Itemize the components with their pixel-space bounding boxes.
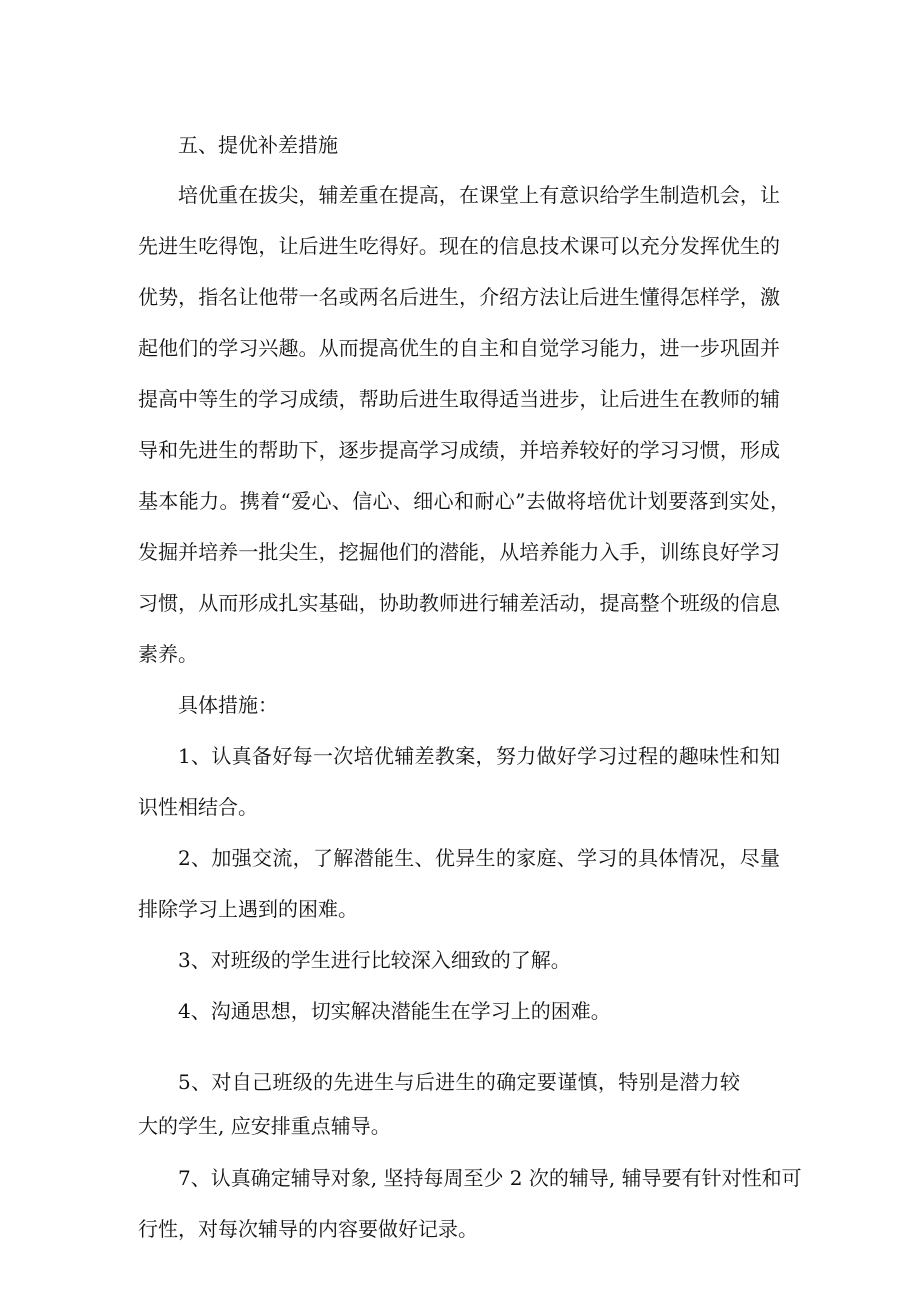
paragraph-line: 素养。: [138, 642, 198, 666]
measure-item-3: 3、对班级的学生进行比较深入细致的了解。: [178, 948, 571, 972]
measure-item-2: 2、加强交流，了解潜能生、优异生的家庭、学习的具体情况，尽量: [178, 846, 780, 870]
measure-item-7-cont: 行性，对每次辅导的内容要做好记录。: [138, 1217, 478, 1241]
measure-item-7: 7、认真确定辅导对象, 坚持每周至少 2 次的辅导, 辅导要有针对性和可: [178, 1166, 802, 1190]
measure-item-4: 4、沟通思想，切实解决潜能生在学习上的困难。: [178, 999, 611, 1023]
measure-item-1: 1、认真备好每一次培优辅差教案，努力做好学习过程的趣味性和知: [178, 744, 780, 768]
paragraph-line: 基本能力。携着“爱心、信心、细心和耐心”去做将培优计划要落到实处，: [138, 489, 790, 513]
measure-item-5-cont: 大的学生, 应安排重点辅导。: [138, 1114, 391, 1138]
section-heading: 五、提优补差措施: [178, 133, 338, 157]
measure-item-5: 5、对自己班级的先进生与后进生的确定要谨慎，特别是潜力较: [178, 1070, 740, 1094]
paragraph-line: 习惯，从而形成扎实基础，协助教师进行辅差活动，提高整个班级的信息: [138, 591, 780, 615]
paragraph-line: 起他们的学习兴趣。从而提高优生的自主和自觉学习能力，进一步巩固并: [138, 336, 780, 360]
measure-item-2-cont: 排除学习上遇到的困难。: [138, 897, 358, 921]
paragraph-line: 优势，指名让他带一名或两名后进生，介绍方法让后进生懂得怎样学，激: [138, 285, 780, 309]
paragraph-line: 培优重在拔尖，辅差重在提高，在课堂上有意识给学生制造机会，让: [178, 183, 780, 207]
paragraph-line: 导和先进生的帮助下，逐步提高学习成绩，并培养较好的学习习惯，形成: [138, 438, 780, 462]
paragraph-line: 先进生吃得饱，让后进生吃得好。现在的信息技术课可以充分发挥优生的: [138, 234, 780, 258]
measures-label: 具体措施：: [178, 693, 278, 717]
paragraph-line: 发掘并培养一批尖生，挖掘他们的潜能，从培养能力入手，训练良好学习: [138, 540, 780, 564]
paragraph-line: 提高中等生的学习成绩，帮助后进生取得适当进步，让后进生在教师的辅: [138, 387, 780, 411]
measure-item-1-cont: 识性相结合。: [138, 795, 258, 819]
